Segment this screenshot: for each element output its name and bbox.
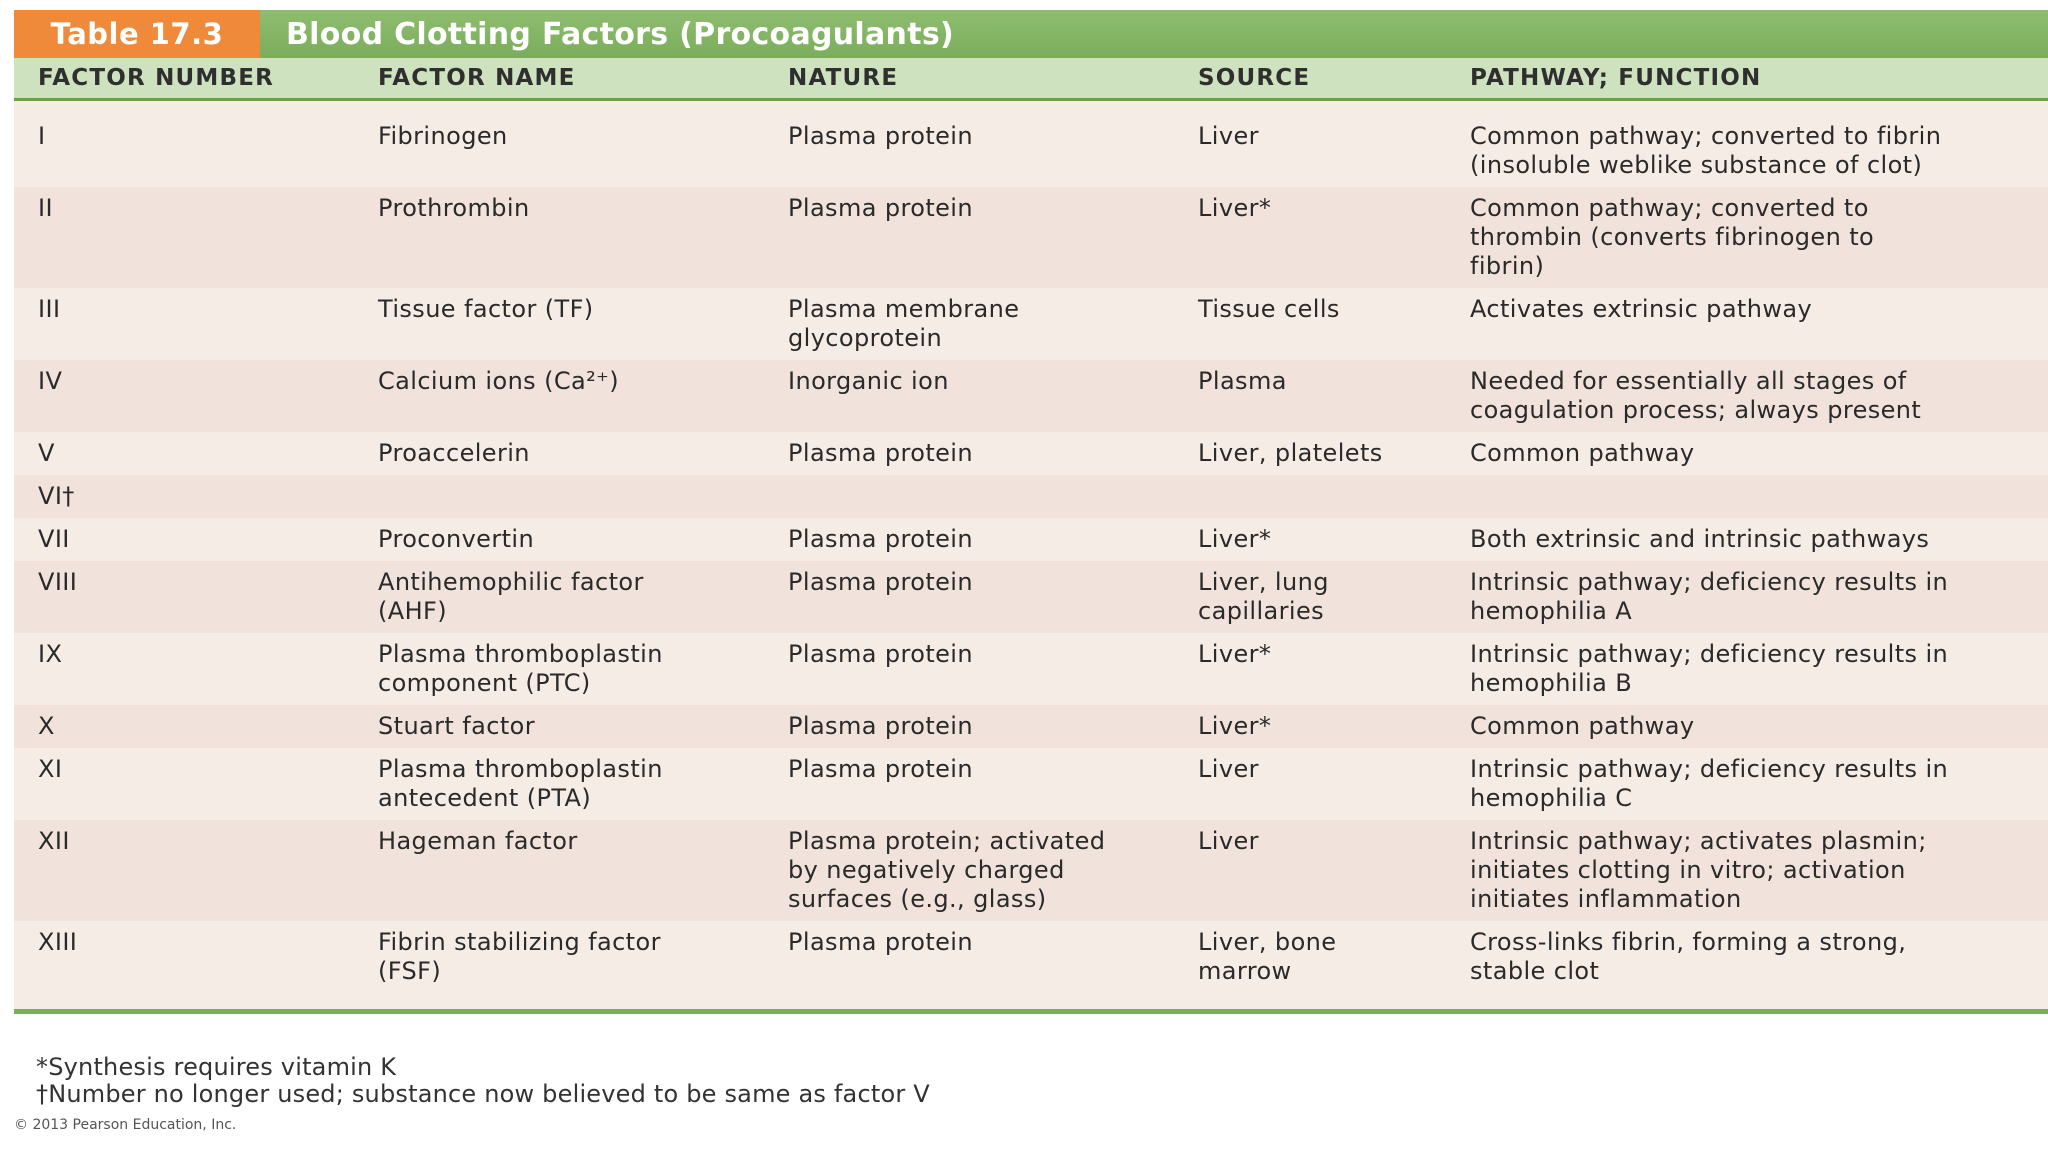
factor-name-cell: Calcium ions (Ca²⁺) bbox=[378, 367, 619, 395]
table-number-tag: Table 17.3 bbox=[14, 10, 260, 58]
source-cell: Liver, lung capillaries bbox=[1198, 568, 1329, 625]
factor-number-cell: XIII bbox=[38, 928, 78, 956]
factor-name-cell: Tissue factor (TF) bbox=[378, 295, 594, 323]
nature-cell: Plasma protein; activated by negatively charged surfaces (e.g., glass) bbox=[788, 827, 1106, 913]
factor-number-cell: VII bbox=[38, 525, 70, 553]
nature-cell: Plasma membrane glycoprotein bbox=[788, 295, 1020, 352]
source-cell: Liver bbox=[1198, 827, 1259, 855]
factor-number-cell: X bbox=[38, 712, 55, 740]
source-cell bbox=[1198, 482, 1470, 511]
factor-number-cell: I bbox=[38, 122, 46, 150]
source-cell: Liver* bbox=[1198, 194, 1272, 222]
pathway-function-cell: Intrinsic pathway; activates plasmin; initiates clotting in vitro; activation initiates inflammation bbox=[1470, 827, 1927, 913]
source-cell: Liver* bbox=[1198, 712, 1272, 740]
factor-number-cell: III bbox=[38, 295, 61, 323]
table-row bbox=[14, 633, 2048, 705]
nature-cell bbox=[788, 482, 1198, 511]
factor-number-cell: V bbox=[38, 439, 55, 467]
pathway-function-cell bbox=[1470, 482, 2030, 511]
nature-cell: Plasma protein bbox=[788, 928, 973, 956]
factor-name-cell: Plasma thromboplastin component (PTC) bbox=[378, 640, 663, 697]
table-row bbox=[14, 187, 2048, 288]
nature-cell: Plasma protein bbox=[788, 122, 973, 150]
source-cell: Liver, bone marrow bbox=[1198, 928, 1337, 985]
nature-cell: Plasma protein bbox=[788, 712, 973, 740]
table-row bbox=[14, 288, 2048, 360]
factor-number-cell: IX bbox=[38, 640, 63, 668]
column-header-factor-number: FACTOR NUMBER bbox=[38, 65, 275, 91]
table-row bbox=[14, 518, 2048, 561]
source-cell: Tissue cells bbox=[1198, 295, 1340, 323]
nature-cell: Plasma protein bbox=[788, 439, 973, 467]
table-title-bar bbox=[14, 10, 2048, 58]
column-header-pathway-function: PATHWAY; FUNCTION bbox=[1470, 65, 1762, 91]
pathway-function-cell: Intrinsic pathway; deficiency results in hemophilia A bbox=[1470, 568, 1949, 625]
source-cell: Liver* bbox=[1198, 640, 1272, 668]
table-body bbox=[14, 101, 2048, 1014]
footnote-vitamin-k: *Synthesis requires vitamin K bbox=[36, 1053, 397, 1081]
factor-name-cell bbox=[378, 482, 788, 511]
table-title: Blood Clotting Factors (Procoagulants) bbox=[286, 16, 955, 52]
pathway-function-cell: Needed for essentially all stages of coagulation process; always present bbox=[1470, 367, 1922, 424]
nature-cell: Plasma protein bbox=[788, 194, 973, 222]
pathway-function-cell: Common pathway bbox=[1470, 712, 1695, 740]
nature-cell: Plasma protein bbox=[788, 568, 973, 596]
factor-name-cell: Proconvertin bbox=[378, 525, 535, 553]
pathway-function-cell: Intrinsic pathway; deficiency results in hemophilia C bbox=[1470, 755, 1949, 812]
source-cell: Liver bbox=[1198, 122, 1259, 150]
pathway-function-cell: Common pathway bbox=[1470, 439, 1695, 467]
footnote-factor-vi: †Number no longer used; substance now believed to be same as factor V bbox=[36, 1080, 930, 1108]
source-cell: Plasma bbox=[1198, 367, 1287, 395]
pathway-function-cell: Activates extrinsic pathway bbox=[1470, 295, 1813, 323]
factor-number-cell: XI bbox=[38, 755, 63, 783]
table-row bbox=[14, 921, 2048, 993]
factor-name-cell: Plasma thromboplastin antecedent (PTA) bbox=[378, 755, 663, 812]
source-cell: Liver bbox=[1198, 755, 1259, 783]
source-cell: Liver, platelets bbox=[1198, 439, 1383, 467]
clotting-factors-table bbox=[14, 10, 2048, 1014]
factor-number-cell: XII bbox=[38, 827, 70, 855]
column-header-factor-name: FACTOR NAME bbox=[378, 65, 576, 91]
table-row bbox=[14, 115, 2048, 187]
nature-cell: Plasma protein bbox=[788, 525, 973, 553]
column-header-source: SOURCE bbox=[1198, 65, 1311, 91]
nature-cell: Inorganic ion bbox=[788, 367, 949, 395]
column-header-nature: NATURE bbox=[788, 65, 899, 91]
table-row bbox=[14, 748, 2048, 820]
pathway-function-cell: Intrinsic pathway; deficiency results in hemophilia B bbox=[1470, 640, 1949, 697]
factor-name-cell: Antihemophilic factor (AHF) bbox=[378, 568, 644, 625]
table-row bbox=[14, 360, 2048, 432]
table-header-row bbox=[14, 58, 2048, 101]
factor-name-cell: Stuart factor bbox=[378, 712, 535, 740]
factor-name-cell: Proaccelerin bbox=[378, 439, 530, 467]
table-row bbox=[14, 820, 2048, 921]
pathway-function-cell: Common pathway; converted to thrombin (converts fibrinogen to fibrin) bbox=[1470, 194, 1875, 280]
pathway-function-cell: Cross-links fibrin, forming a strong, stable clot bbox=[1470, 928, 1907, 985]
nature-cell: Plasma protein bbox=[788, 640, 973, 668]
factor-name-cell: Fibrinogen bbox=[378, 122, 508, 150]
pathway-function-cell: Common pathway; converted to fibrin (insoluble weblike substance of clot) bbox=[1470, 122, 1942, 179]
footnotes bbox=[36, 1054, 930, 1108]
source-cell: Liver* bbox=[1198, 525, 1272, 553]
factor-name-cell: Fibrin stabilizing factor (FSF) bbox=[378, 928, 661, 985]
table-row bbox=[14, 475, 2048, 518]
nature-cell: Plasma protein bbox=[788, 755, 973, 783]
factor-name-cell: Prothrombin bbox=[378, 194, 530, 222]
factor-number-cell: IV bbox=[38, 367, 63, 395]
factor-number-cell: VI† bbox=[38, 482, 75, 510]
factor-name-cell: Hageman factor bbox=[378, 827, 578, 855]
copyright-notice: © 2013 Pearson Education, Inc. bbox=[14, 1117, 237, 1133]
table-row bbox=[14, 432, 2048, 475]
factor-number-cell: VIII bbox=[38, 568, 78, 596]
table-row bbox=[14, 561, 2048, 633]
table-row bbox=[14, 705, 2048, 748]
factor-number-cell: II bbox=[38, 194, 53, 222]
pathway-function-cell: Both extrinsic and intrinsic pathways bbox=[1470, 525, 1930, 553]
